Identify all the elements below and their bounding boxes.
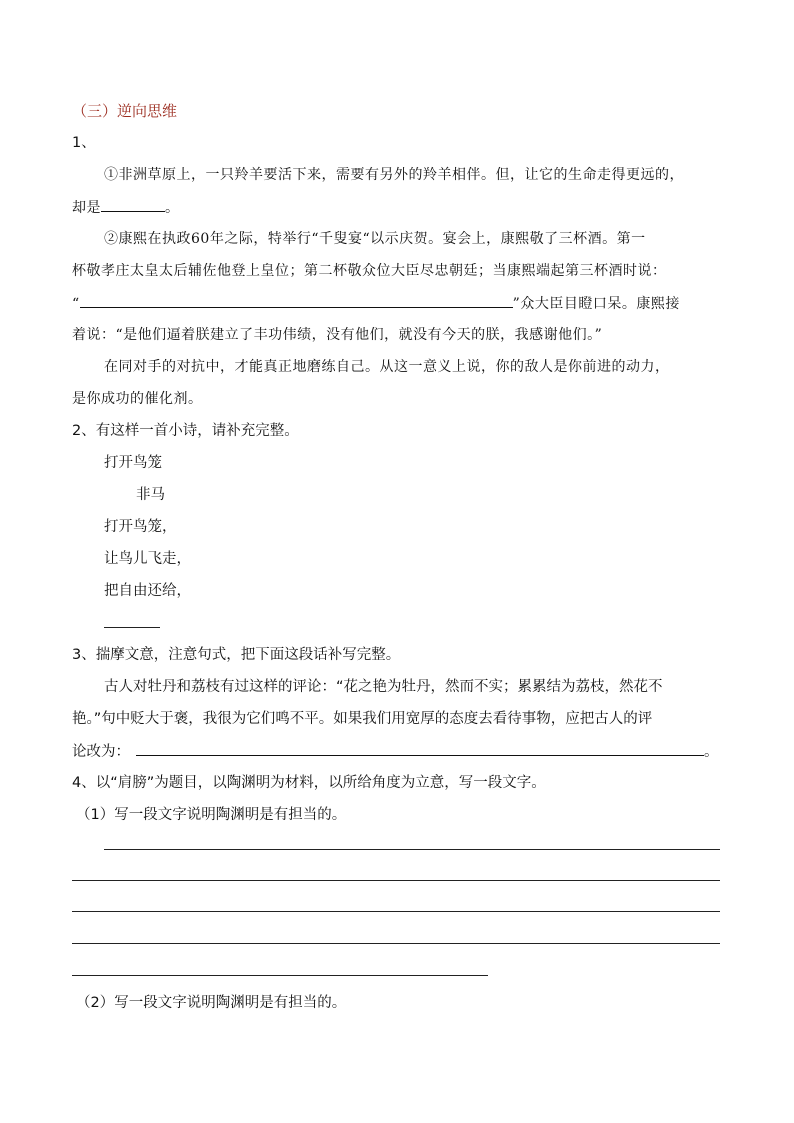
- q4-answer-line-3[interactable]: [72, 911, 720, 912]
- poem-answer-blank[interactable]: [104, 627, 160, 628]
- poem-line-3: 让鸟儿飞走，: [104, 551, 191, 567]
- q1-paragraph3-line1: 在同对手的对抗中，才能真正地磨练自己。从这一意义上说，你的敌人是你前进的动力，: [104, 359, 670, 375]
- q4-answer-line-5[interactable]: [72, 975, 488, 976]
- q3-paragraph-line3: [72, 741, 722, 762]
- q1-number: 1、: [72, 135, 96, 151]
- q1-p1-text-after-blank: 。: [165, 200, 180, 216]
- q1-p2-text-after-blank: ”众大臣目瞪口呆。康熙接: [512, 296, 680, 312]
- q1-answer-blank-2[interactable]: [80, 293, 513, 308]
- section-title: （三）逆向思维: [72, 102, 178, 120]
- q3-answer-blank[interactable]: [136, 741, 704, 756]
- q3-paragraph-line2: 艳。”句中贬大于褒，我很为它们鸣不平。如果我们用宽厚的态度去看待事物，应把古人的评: [72, 711, 653, 727]
- q1-paragraph3-line2: 是你成功的催化剂。: [72, 391, 203, 407]
- q1-paragraph2-line2: 杯敬孝庄太皇太后辅佐他登上皇位；第二杯敬众位大臣尽忠朝廷；当康熙端起第三杯酒时说：: [72, 263, 667, 279]
- q4-subquestion-1: （1）写一段文字说明陶渊明是有担当的。: [76, 807, 347, 823]
- q1-paragraph1-line2: [72, 197, 722, 218]
- q2-prompt: 2、有这样一首小诗，请补充完整。: [72, 423, 299, 439]
- q3-text-after-blank: 。: [704, 744, 719, 760]
- q4-answer-line-4[interactable]: [72, 943, 720, 944]
- q1-p1-text-before-blank: 却是: [72, 200, 101, 216]
- q1-answer-blank-1[interactable]: [101, 197, 165, 212]
- poem-line-2: 打开鸟笼，: [104, 519, 177, 535]
- q4-subquestion-2: （2）写一段文字说明陶渊明是有担当的。: [76, 995, 347, 1011]
- poem-line-1: 打开鸟笼: [104, 455, 162, 471]
- q1-p2-open-quote: “: [72, 296, 80, 312]
- q1-paragraph2-line1: ②康熙在执政60年之际，特举行“千叟宴“以示庆贺。宴会上，康熙敬了三杯酒。第一: [104, 231, 646, 247]
- q4-answer-line-1[interactable]: [104, 849, 720, 850]
- q4-prompt: 4、以“肩膀”为题目，以陶渊明为材料，以所给角度为立意，写一段文字。: [72, 775, 546, 791]
- q1-paragraph2-line3: [72, 293, 722, 314]
- q3-text-before-blank: 论改为：: [72, 744, 130, 760]
- q1-paragraph2-line4: 着说：“是他们逼着朕建立了丰功伟绩，没有他们，就没有今天的朕，我感谢他们。”: [72, 327, 603, 343]
- q1-paragraph1-line1: ①非洲草原上，一只羚羊要活下来，需要有另外的羚羊相伴。但，让它的生命走得更远的，: [104, 167, 684, 183]
- poem-author: 非马: [136, 487, 165, 503]
- q4-answer-line-2[interactable]: [72, 880, 720, 881]
- q3-paragraph-line1: 古人对牡丹和荔枝有过这样的评论：“花之艳为牡丹，然而不实；累累结为荔枝，然花不: [104, 679, 663, 695]
- q3-prompt: 3、揣摩文意，注意句式，把下面这段话补写完整。: [72, 647, 401, 663]
- poem-line-4: 把自由还给，: [104, 583, 191, 599]
